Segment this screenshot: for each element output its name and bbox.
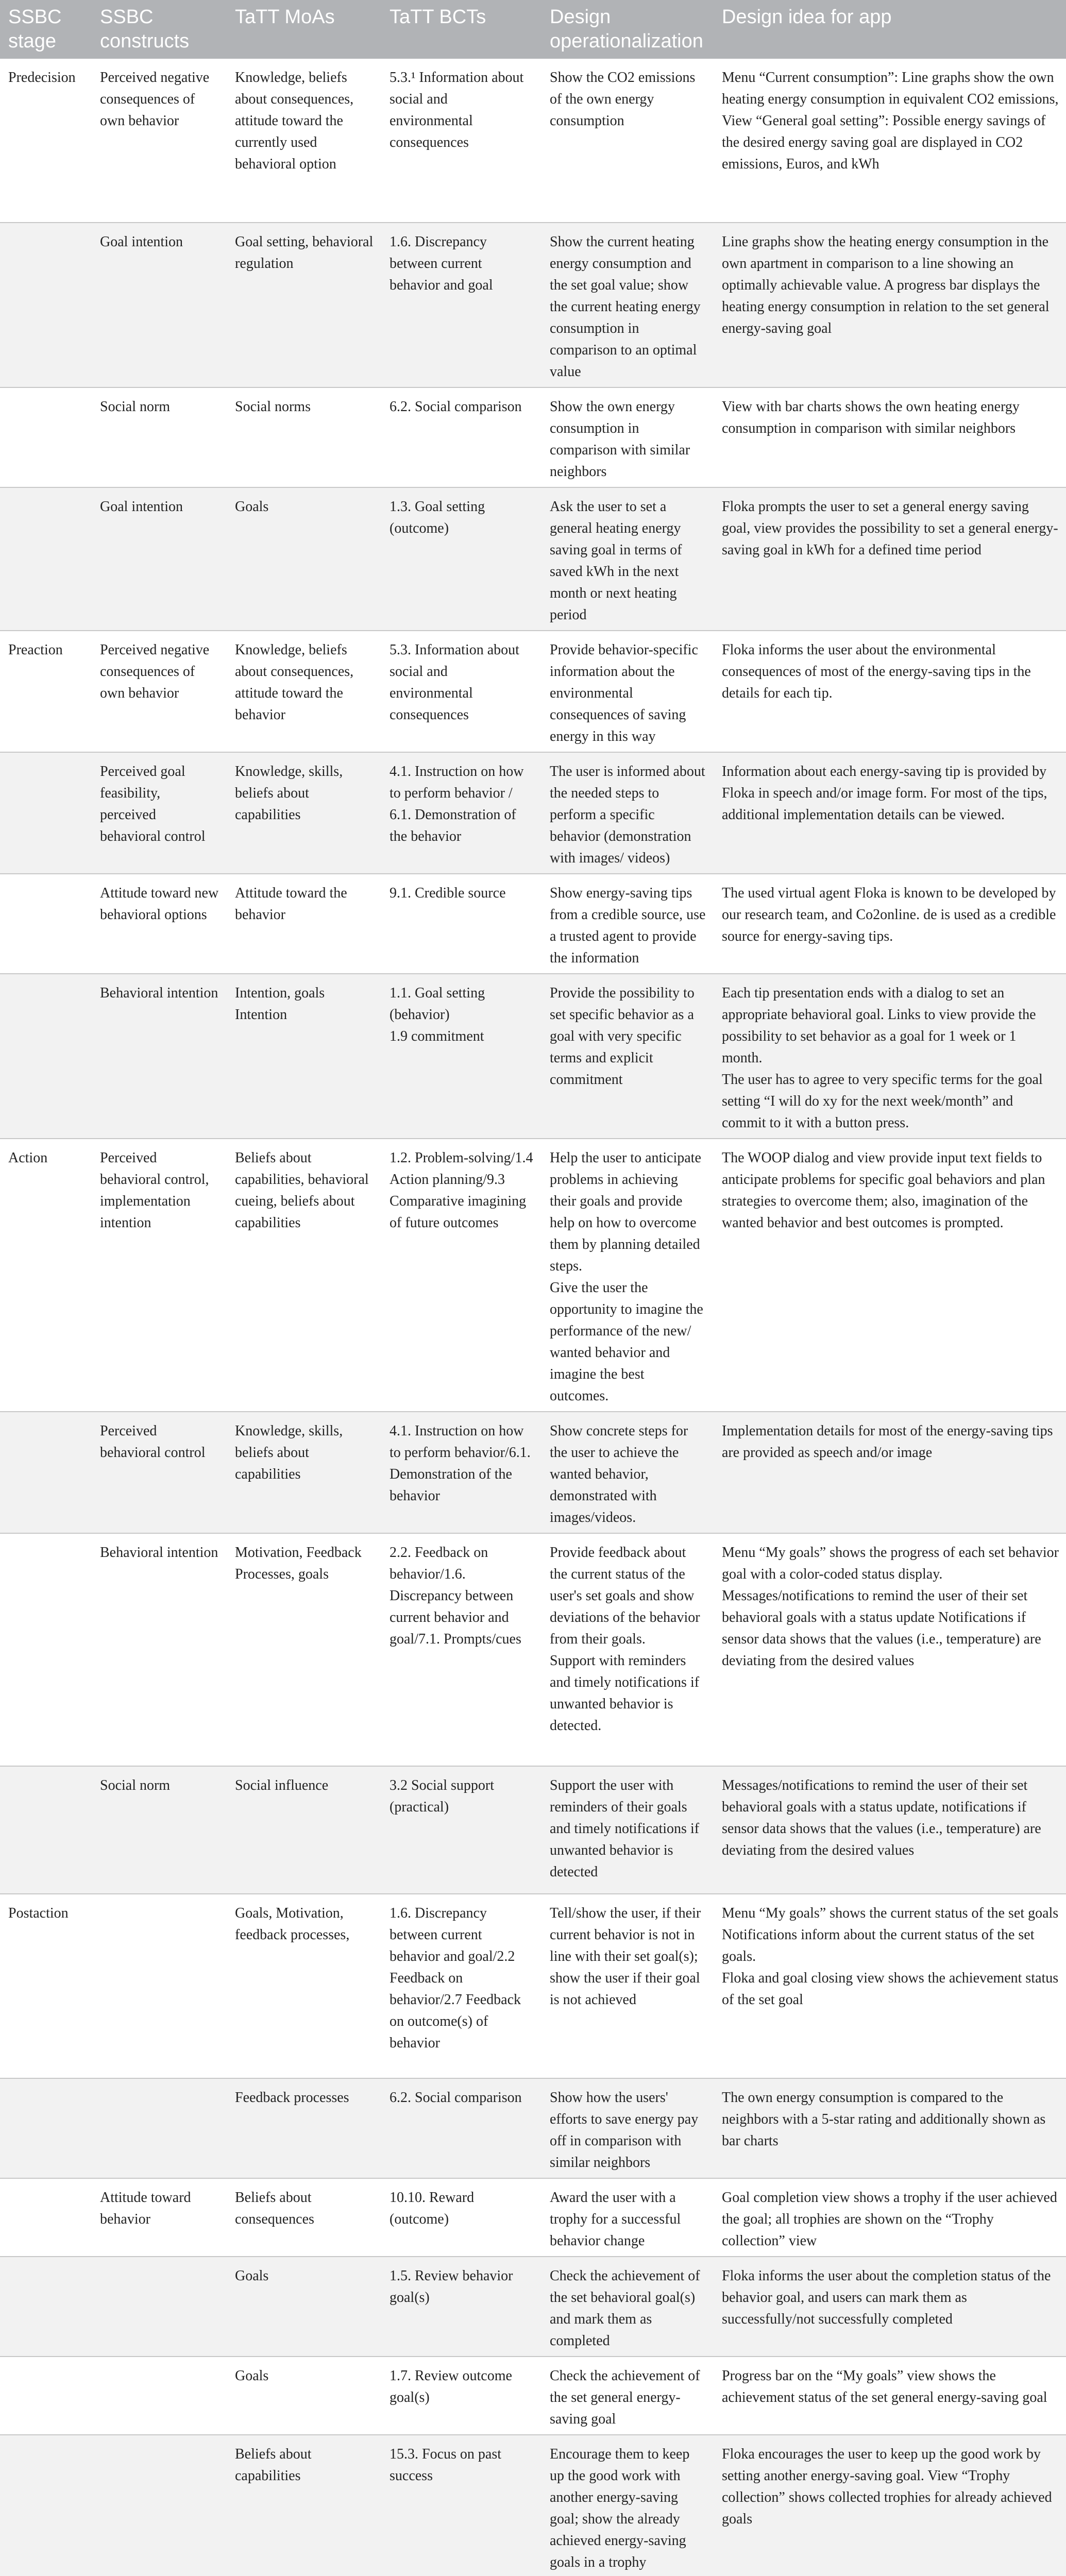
cell-text: The user has to agree to very specific terms for the goal setting “I will do xy for the next week/month” and commit to it with a button press. bbox=[722, 1072, 1043, 1131]
cell-design-operationalization bbox=[542, 487, 714, 631]
cell-ssbc-construct bbox=[92, 2435, 227, 2576]
table-row bbox=[0, 974, 1066, 1139]
cell-text: Social norm bbox=[100, 399, 171, 415]
cell-text: 6.2. Social comparison bbox=[390, 399, 522, 415]
cell-ssbc-construct bbox=[92, 2178, 227, 2257]
cell-tatt-moa bbox=[227, 1139, 381, 1412]
cell-ssbc-stage bbox=[0, 2435, 92, 2576]
cell-text: 1.2. Problem-solving/1.4 Action planning/9.3 Comparative imagining of future outcomes bbox=[390, 1150, 533, 1231]
cell-ssbc-stage bbox=[0, 2257, 92, 2357]
cell-text: Social influence bbox=[235, 1777, 329, 1793]
cell-text: 1.6. Discrepancy between current behavior and goal/2.2 Feedback on behavior/2.7 Feedback on outcome(s) of behavior bbox=[390, 1905, 521, 2051]
cell-text: 1.9 commitment bbox=[390, 1028, 484, 1044]
cell-text: Postaction bbox=[8, 1905, 69, 1921]
cell-ssbc-construct bbox=[92, 1894, 227, 2078]
cell-text: 9.1. Credible source bbox=[390, 885, 506, 901]
cell-tatt-bct bbox=[381, 874, 542, 974]
cell-text: 6.2. Social comparison bbox=[390, 2090, 522, 2106]
cell-text: Line graphs show the heating energy consumption in the own apartment in comparison to a line showing an optimally achievable value. A progress bar displays the heating energy consumption in relation to the set general energy-saving goal bbox=[722, 234, 1050, 336]
table-row bbox=[0, 1766, 1066, 1894]
cell-text: Attitude toward behavior bbox=[100, 2190, 191, 2227]
cell-text: Perceived behavioral control, implementation intention bbox=[100, 1150, 209, 1231]
cell-text: Attitude toward the behavior bbox=[235, 885, 347, 923]
header-ssbc-constructs: SSBC constructs bbox=[92, 0, 227, 59]
cell-text: 4.1. Instruction on how to perform behavior / 6.1. Demonstration of the behavior bbox=[390, 764, 524, 844]
table-row bbox=[0, 2435, 1066, 2576]
cell-text: Check the achievement of the set behavioral goal(s) and mark them as completed bbox=[550, 2268, 700, 2349]
cell-design-idea bbox=[714, 2257, 1066, 2357]
cell-tatt-bct bbox=[381, 1766, 542, 1894]
cell-text: Tell/show the user, if their current behavior is not in line with their set goal(s); show the user if their goal is not achieved bbox=[550, 1905, 701, 2008]
cell-text: Goals bbox=[235, 2268, 269, 2284]
cell-text: Action bbox=[8, 1150, 48, 1166]
cell-text: 10.10. Reward (outcome) bbox=[390, 2190, 475, 2227]
cell-design-idea bbox=[714, 2435, 1066, 2576]
cell-tatt-moa bbox=[227, 2257, 381, 2357]
cell-text: Goal intention bbox=[100, 234, 183, 250]
cell-text: Goal completion view shows a trophy if the user achieved the goal; all trophies are shown on the “Trophy collection” view bbox=[722, 2190, 1057, 2249]
cell-design-idea bbox=[714, 387, 1066, 487]
cell-tatt-moa bbox=[227, 974, 381, 1139]
cell-text: The own energy consumption is compared to the neighbors with a 5-star rating and additionally shown as bar charts bbox=[722, 2090, 1046, 2149]
cell-text: 1.7. Review outcome goal(s) bbox=[390, 2368, 512, 2405]
cell-text: Motivation, Feedback Processes, goals bbox=[235, 1545, 362, 1582]
cell-text: Implementation details for most of the energy-saving tips are provided as speech and/or image bbox=[722, 1423, 1053, 1461]
cell-text: Help the user to anticipate problems in achieving their goals and provide help on how to overcome them by planning detailed steps. bbox=[550, 1150, 701, 1274]
cell-design-idea bbox=[714, 2178, 1066, 2257]
cell-tatt-moa bbox=[227, 1412, 381, 1533]
cell-design-operationalization bbox=[542, 1894, 714, 2078]
table-row bbox=[0, 59, 1066, 223]
cell-text: Goals bbox=[235, 499, 269, 515]
cell-ssbc-construct bbox=[92, 631, 227, 752]
cell-text: Progress bar on the “My goals” view shows the achievement status of the set general energy-saving goal bbox=[722, 2368, 1047, 2405]
cell-tatt-bct bbox=[381, 2435, 542, 2576]
cell-tatt-moa bbox=[227, 631, 381, 752]
cell-tatt-moa bbox=[227, 2357, 381, 2435]
cell-text: 15.3. Focus on past success bbox=[390, 2446, 501, 2484]
cell-text: Preaction bbox=[8, 642, 63, 658]
cell-design-operationalization bbox=[542, 1139, 714, 1412]
cell-design-operationalization bbox=[542, 387, 714, 487]
cell-design-idea bbox=[714, 487, 1066, 631]
table-header bbox=[0, 0, 1066, 59]
cell-text: 2.2. Feedback on behavior/1.6. Discrepancy between current behavior and goal/7.1. Prompts/cues bbox=[390, 1545, 521, 1647]
cell-tatt-moa bbox=[227, 1766, 381, 1894]
cell-tatt-bct bbox=[381, 1533, 542, 1766]
cell-design-idea bbox=[714, 631, 1066, 752]
cell-text: Beliefs about capabilities, behavioral cueing, beliefs about capabilities bbox=[235, 1150, 369, 1231]
cell-text: The user is informed about the needed steps to perform a specific behavior (demonstration with images/ videos) bbox=[550, 764, 705, 866]
cell-text: Show concrete steps for the user to achieve the wanted behavior, demonstrated with images/videos. bbox=[550, 1423, 688, 1526]
cell-text: Social norms bbox=[235, 399, 311, 415]
cell-text: Feedback processes bbox=[235, 2090, 349, 2106]
cell-text: Behavioral intention bbox=[100, 985, 218, 1001]
cell-design-idea bbox=[714, 223, 1066, 387]
cell-text: Floka encourages the user to keep up the good work by setting another energy-saving goal. View “Trophy collection” shows collected trophies for already achieved goals bbox=[722, 2446, 1052, 2527]
cell-tatt-bct bbox=[381, 2178, 542, 2257]
cell-text: Floka informs the user about the environmental consequences of most of the energy-saving tips in the details for each tip. bbox=[722, 642, 1031, 701]
cell-tatt-bct bbox=[381, 1139, 542, 1412]
cell-text: Notifications inform about the current status of the set goals. bbox=[722, 1927, 1035, 1964]
cell-text: Provide behavior-specific information about the environmental consequences of saving energy in this way bbox=[550, 642, 698, 744]
cell-ssbc-construct bbox=[92, 223, 227, 387]
cell-tatt-bct bbox=[381, 223, 542, 387]
cell-text: 5.3. Information about social and environmental consequences bbox=[390, 642, 519, 723]
cell-tatt-moa bbox=[227, 2435, 381, 2576]
cell-text: Perceived negative consequences of own behavior bbox=[100, 642, 210, 701]
cell-ssbc-construct bbox=[92, 2078, 227, 2178]
cell-text: Floka prompts the user to set a general energy saving goal, view provides the possibility to set a general energy-saving goal in kWh for a defined time period bbox=[722, 499, 1058, 558]
cell-design-idea bbox=[714, 1139, 1066, 1412]
cell-ssbc-stage bbox=[0, 1412, 92, 1533]
cell-design-operationalization bbox=[542, 2178, 714, 2257]
cell-design-idea bbox=[714, 1412, 1066, 1533]
cell-text: Perceived negative consequences of own behavior bbox=[100, 70, 210, 129]
table-row bbox=[0, 631, 1066, 752]
cell-text: Predecision bbox=[8, 70, 76, 86]
cell-design-operationalization bbox=[542, 974, 714, 1139]
cell-text: Knowledge, skills, beliefs about capabilities bbox=[235, 1423, 343, 1482]
cell-ssbc-stage bbox=[0, 2357, 92, 2435]
cell-design-operationalization bbox=[542, 2078, 714, 2178]
table-row bbox=[0, 874, 1066, 974]
table-row bbox=[0, 1894, 1066, 2078]
cell-tatt-bct bbox=[381, 387, 542, 487]
cell-ssbc-construct bbox=[92, 752, 227, 874]
cell-text: Show how the users' efforts to save energy pay off in comparison with similar neighbors bbox=[550, 2090, 699, 2171]
table-row bbox=[0, 1533, 1066, 1766]
cell-text: Menu “My goals” shows the progress of each set behavior goal with a color-coded status display. Messages/notifications to remind the user of their set behavioral goals with a status update Notifications if sensor data shows that the values (i.e., temperature) are deviating from the desired values bbox=[722, 1545, 1059, 1669]
cell-tatt-moa bbox=[227, 1533, 381, 1766]
cell-text: Knowledge, beliefs about consequences, attitude toward the behavior bbox=[235, 642, 354, 723]
cell-design-idea bbox=[714, 59, 1066, 223]
cell-tatt-bct bbox=[381, 974, 542, 1139]
cell-text: The used virtual agent Floka is known to be developed by our research team, and Co2online. de is used as a credible source for energy-saving tips. bbox=[722, 885, 1056, 944]
table-body bbox=[0, 59, 1066, 2576]
cell-text: Perceived behavioral control bbox=[100, 1423, 206, 1461]
cell-text: Menu “Current consumption”: Line graphs show the own heating energy consumption in equivalent CO2 emissions, View “General goal setting”: Possible energy savings of the desired energy saving goal are displayed in CO2 emissions, Euros, and kWh bbox=[722, 70, 1059, 172]
cell-text: Messages/notifications to remind the user of their set behavioral goals with a status update, notifications if sensor data shows that the values (i.e., temperature) are deviating from the desired values bbox=[722, 1777, 1041, 1858]
cell-ssbc-stage bbox=[0, 487, 92, 631]
cell-ssbc-construct bbox=[92, 2357, 227, 2435]
cell-text: Knowledge, beliefs about consequences, attitude toward the currently used behavioral option bbox=[235, 70, 354, 172]
cell-design-idea bbox=[714, 974, 1066, 1139]
cell-design-operationalization bbox=[542, 2357, 714, 2435]
cell-design-idea bbox=[714, 752, 1066, 874]
header-design-idea: Design idea for app bbox=[714, 0, 1066, 59]
cell-text: 5.3.¹ Information about social and environmental consequences bbox=[390, 70, 524, 150]
cell-text: Support with reminders and timely notifications if unwanted behavior is detected. bbox=[550, 1653, 700, 1734]
header-ssbc-stage: SSBC stage bbox=[0, 0, 92, 59]
cell-tatt-moa bbox=[227, 2078, 381, 2178]
cell-ssbc-construct bbox=[92, 387, 227, 487]
cell-design-operationalization bbox=[542, 1766, 714, 1894]
cell-tatt-bct bbox=[381, 1894, 542, 2078]
table-row bbox=[0, 487, 1066, 631]
cell-ssbc-construct bbox=[92, 1533, 227, 1766]
cell-text: Attitude toward new behavioral options bbox=[100, 885, 219, 923]
cell-ssbc-stage bbox=[0, 1533, 92, 1766]
cell-ssbc-stage bbox=[0, 974, 92, 1139]
cell-ssbc-stage bbox=[0, 1766, 92, 1894]
cell-text: Goals, Motivation, feedback processes, bbox=[235, 1905, 350, 1943]
cell-text: Award the user with a trophy for a successful behavior change bbox=[550, 2190, 681, 2249]
cell-text: Intention, goals Intention bbox=[235, 985, 325, 1023]
cell-tatt-bct bbox=[381, 2257, 542, 2357]
cell-design-idea bbox=[714, 1533, 1066, 1766]
cell-design-operationalization bbox=[542, 2435, 714, 2576]
cell-tatt-bct bbox=[381, 631, 542, 752]
cell-text: Social norm bbox=[100, 1777, 171, 1793]
cell-tatt-bct bbox=[381, 752, 542, 874]
cell-tatt-moa bbox=[227, 59, 381, 223]
cell-tatt-moa bbox=[227, 487, 381, 631]
cell-text: Show the own energy consumption in comparison with similar neighbors bbox=[550, 399, 690, 480]
cell-tatt-moa bbox=[227, 2178, 381, 2257]
cell-text: Beliefs about consequences bbox=[235, 2190, 314, 2227]
cell-design-operationalization bbox=[542, 1412, 714, 1533]
cell-text: Show the current heating energy consumption and the set goal value; show the current heating energy consumption in comparison to an optimal value bbox=[550, 234, 701, 380]
table-row bbox=[0, 2257, 1066, 2357]
table-row bbox=[0, 2357, 1066, 2435]
cell-text: Show energy-saving tips from a credible source, use a trusted agent to provide the information bbox=[550, 885, 706, 966]
cell-ssbc-construct bbox=[92, 59, 227, 223]
cell-text: Floka and goal closing view shows the achievement status of the set goal bbox=[722, 1970, 1059, 2008]
cell-text: Encourage them to keep up the good work with another energy-saving goal; show the already achieved energy-saving goals in a trophy bbox=[550, 2446, 690, 2570]
cell-text: Knowledge, skills, beliefs about capabilities bbox=[235, 764, 343, 823]
cell-ssbc-stage bbox=[0, 1139, 92, 1412]
cell-text: 1.6. Discrepancy between current behavior and goal bbox=[390, 234, 493, 293]
cell-tatt-moa bbox=[227, 387, 381, 487]
cell-tatt-bct bbox=[381, 59, 542, 223]
cell-ssbc-construct bbox=[92, 974, 227, 1139]
header-tatt-bcts: TaTT BCTs bbox=[381, 0, 542, 59]
cell-text: The WOOP dialog and view provide input text fields to anticipate problems for specific goal behaviors and plan strategies to overcome them; also, imagination of the wanted behavior and best outcomes is prompted. bbox=[722, 1150, 1045, 1231]
cell-text: Information about each energy-saving tip is provided by Floka in speech and/or image form. For most of the tips, additional implementation details can be viewed. bbox=[722, 764, 1047, 823]
cell-tatt-bct bbox=[381, 1412, 542, 1533]
table-row bbox=[0, 752, 1066, 874]
cell-design-operationalization bbox=[542, 1533, 714, 1766]
cell-text: Goal setting, behavioral regulation bbox=[235, 234, 374, 272]
cell-design-operationalization bbox=[542, 752, 714, 874]
cell-ssbc-construct bbox=[92, 1412, 227, 1533]
table-row bbox=[0, 2178, 1066, 2257]
cell-ssbc-stage bbox=[0, 2178, 92, 2257]
cell-text: Goal intention bbox=[100, 499, 183, 515]
cell-ssbc-stage bbox=[0, 874, 92, 974]
cell-text: Each tip presentation ends with a dialog to set an appropriate behavioral goal. Links to view provide the possibility to set behavior as a goal for 1 week or 1 month. bbox=[722, 985, 1036, 1066]
cell-text: Provide the possibility to set specific behavior as a goal with very specific terms and explicit commitment bbox=[550, 985, 695, 1088]
cell-design-idea bbox=[714, 874, 1066, 974]
cell-text: Floka informs the user about the completion status of the behavior goal, and users can mark them as successfully/not successfully completed bbox=[722, 2268, 1051, 2327]
cell-tatt-bct bbox=[381, 487, 542, 631]
cell-text: Provide feedback about the current status of the user's set goals and show deviations of the behavior from their goals. bbox=[550, 1545, 700, 1647]
table-row bbox=[0, 223, 1066, 387]
cell-ssbc-construct bbox=[92, 874, 227, 974]
cell-ssbc-stage bbox=[0, 631, 92, 752]
cell-text: Behavioral intention bbox=[100, 1545, 218, 1561]
table-row bbox=[0, 1412, 1066, 1533]
cell-text: 1.3. Goal setting (outcome) bbox=[390, 499, 485, 536]
cell-text: Check the achievement of the set general energy-saving goal bbox=[550, 2368, 700, 2427]
cell-text: Menu “My goals” shows the current status of the set goals bbox=[722, 1905, 1059, 1921]
cell-text: 4.1. Instruction on how to perform behavior/6.1. Demonstration of the behavior bbox=[390, 1423, 531, 1504]
cell-design-operationalization bbox=[542, 874, 714, 974]
cell-text: Show the CO2 emissions of the own energy consumption bbox=[550, 70, 696, 129]
cell-design-operationalization bbox=[542, 631, 714, 752]
cell-ssbc-construct bbox=[92, 1766, 227, 1894]
cell-ssbc-stage bbox=[0, 223, 92, 387]
cell-design-idea bbox=[714, 2357, 1066, 2435]
cell-design-idea bbox=[714, 1894, 1066, 2078]
cell-text: Perceived goal feasibility, perceived behavioral control bbox=[100, 764, 206, 844]
cell-text: Support the user with reminders of their goals and timely notifications if unwanted behavior is detected bbox=[550, 1777, 700, 1880]
cell-design-idea bbox=[714, 1766, 1066, 1894]
cell-text: 1.1. Goal setting (behavior) bbox=[390, 985, 485, 1023]
cell-design-idea bbox=[714, 2078, 1066, 2178]
cell-ssbc-construct bbox=[92, 487, 227, 631]
cell-tatt-moa bbox=[227, 874, 381, 974]
cell-text: Beliefs about capabilities bbox=[235, 2446, 312, 2484]
table-row bbox=[0, 1139, 1066, 1412]
cell-text: View with bar charts shows the own heating energy consumption in comparison with similar neighbors bbox=[722, 399, 1020, 436]
cell-text: Ask the user to set a general heating energy saving goal in terms of saved kWh in the next month or next heating period bbox=[550, 499, 682, 623]
cell-ssbc-stage bbox=[0, 387, 92, 487]
cell-text: 1.5. Review behavior goal(s) bbox=[390, 2268, 513, 2306]
cell-ssbc-stage bbox=[0, 1894, 92, 2078]
cell-ssbc-stage bbox=[0, 752, 92, 874]
cell-design-operationalization bbox=[542, 223, 714, 387]
cell-text: 3.2 Social support (practical) bbox=[390, 1777, 494, 1815]
cell-design-operationalization bbox=[542, 2257, 714, 2357]
cell-tatt-moa bbox=[227, 752, 381, 874]
cell-text: Give the user the opportunity to imagine the performance of the new/ wanted behavior and imagine the best outcomes. bbox=[550, 1280, 703, 1404]
cell-tatt-moa bbox=[227, 1894, 381, 2078]
header-tatt-moas: TaTT MoAs bbox=[227, 0, 381, 59]
cell-tatt-bct bbox=[381, 2357, 542, 2435]
table-row bbox=[0, 2078, 1066, 2178]
cell-text: Goals bbox=[235, 2368, 269, 2384]
cell-ssbc-stage bbox=[0, 59, 92, 223]
cell-tatt-bct bbox=[381, 2078, 542, 2178]
cell-ssbc-construct bbox=[92, 1139, 227, 1412]
cell-ssbc-stage bbox=[0, 2078, 92, 2178]
table-row bbox=[0, 387, 1066, 487]
cell-design-operationalization bbox=[542, 59, 714, 223]
cell-ssbc-construct bbox=[92, 2257, 227, 2357]
header-design-operationalization: Design operationalization bbox=[542, 0, 714, 59]
cell-tatt-moa bbox=[227, 223, 381, 387]
